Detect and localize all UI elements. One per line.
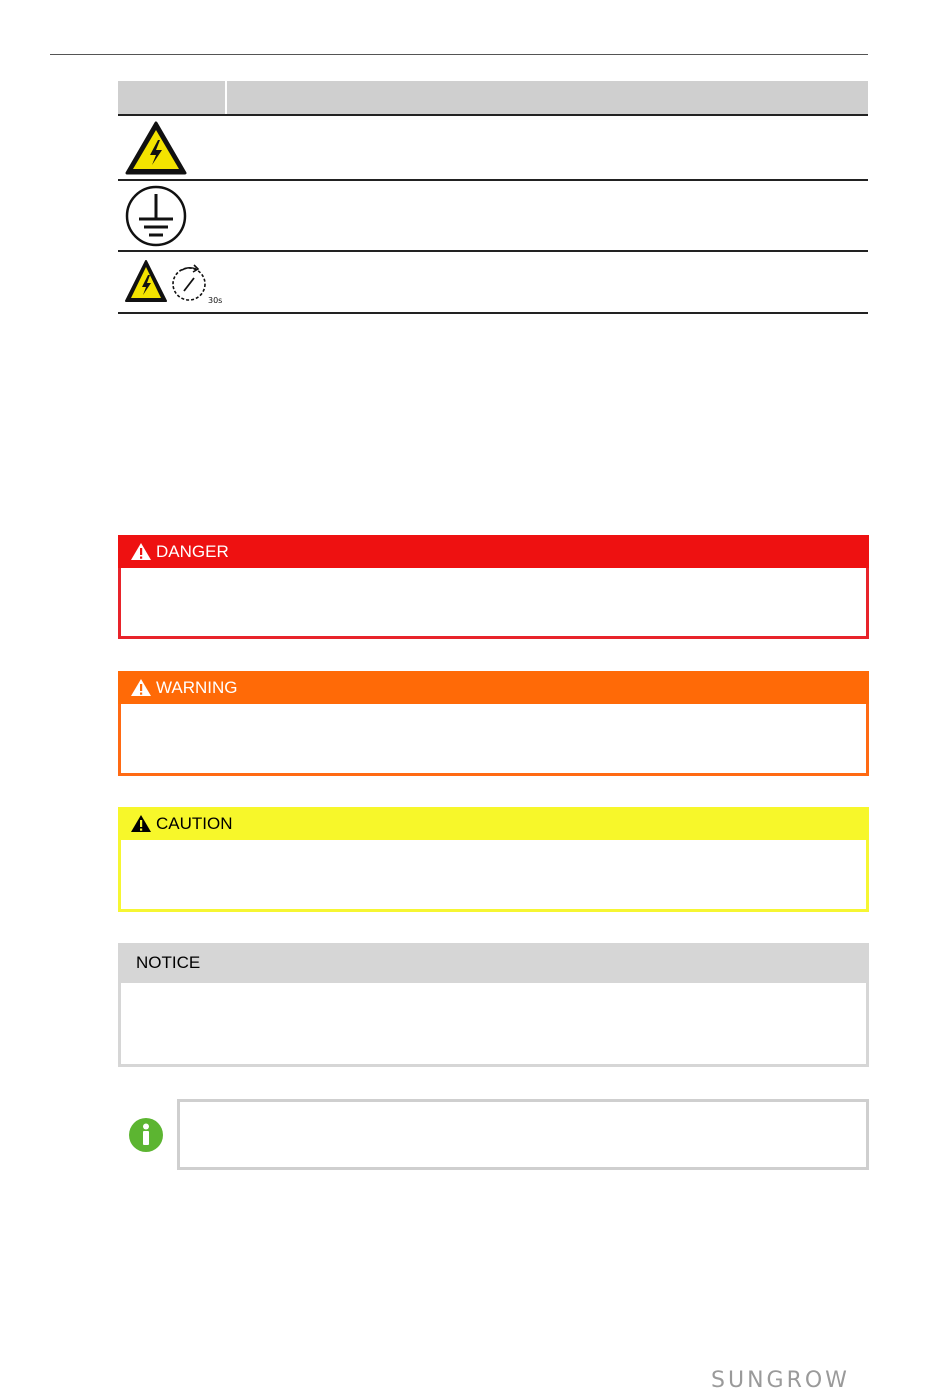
warning-triangle-icon	[130, 542, 152, 561]
table-row	[118, 116, 868, 181]
caution-label: CAUTION	[156, 813, 233, 833]
protective-earth-icon	[124, 184, 188, 248]
warning-triangle-icon	[130, 678, 152, 697]
brand-logo: SUNGROW	[711, 1368, 850, 1393]
info-icon	[128, 1117, 164, 1153]
high-voltage-warning-icon	[124, 120, 188, 176]
caution-header	[118, 807, 869, 840]
danger-header	[118, 535, 869, 568]
warning-header	[118, 671, 869, 704]
danger-label: DANGER	[156, 541, 229, 561]
warning-triangle-icon	[130, 814, 152, 833]
table-row	[118, 181, 868, 252]
symbol-table	[118, 81, 868, 314]
info-box	[177, 1099, 869, 1170]
notice-box	[118, 943, 869, 1067]
header-cell-symbol	[118, 81, 227, 114]
delay-label: 30s	[208, 296, 222, 305]
caution-box	[118, 807, 869, 912]
table-row	[118, 252, 868, 314]
notice-label: NOTICE	[136, 953, 201, 972]
warning-label: WARNING	[156, 677, 238, 697]
symbol-table-header	[118, 81, 868, 116]
danger-box	[118, 535, 869, 639]
notice-header	[118, 943, 869, 983]
warning-box	[118, 671, 869, 776]
discharge-delay-icon	[124, 258, 222, 306]
header-rule	[50, 54, 868, 55]
